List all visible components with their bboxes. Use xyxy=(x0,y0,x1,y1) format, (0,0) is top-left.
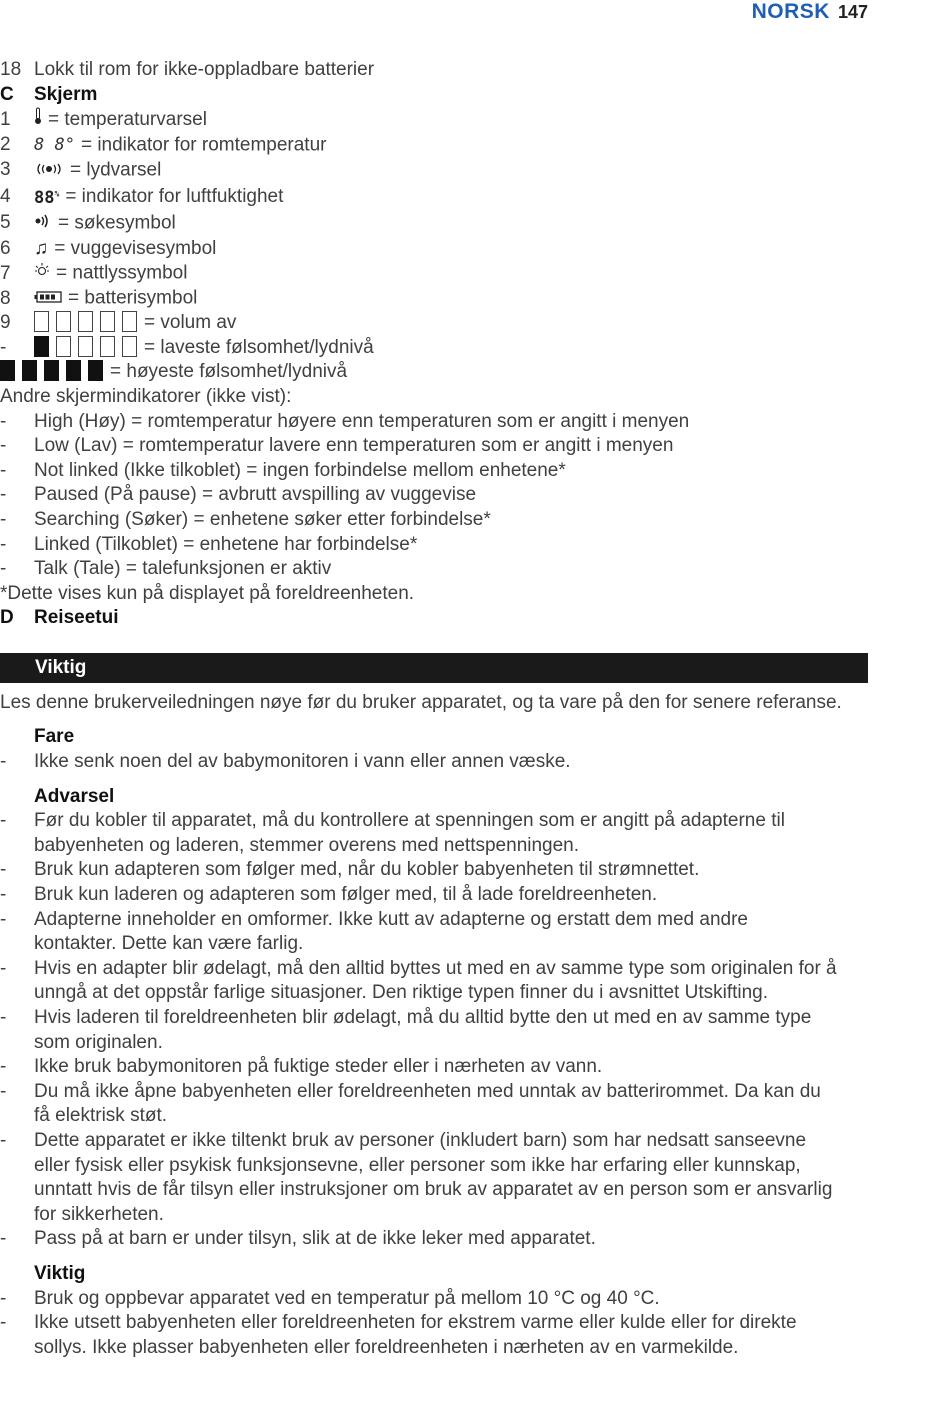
other-indicators-title: Andre skjermindikatorer (ikke vist): xyxy=(0,385,292,407)
volume-list xyxy=(0,311,880,385)
list-item xyxy=(0,883,880,908)
page-number: 147 xyxy=(837,2,868,22)
volume-bar xyxy=(66,360,81,381)
volume-level-icon xyxy=(34,312,144,333)
volume-bar xyxy=(122,311,137,332)
volume-bar xyxy=(88,360,103,381)
indicator-text: High (Høy) = romtemperatur høyere enn temperaturen som er angitt i menyen xyxy=(34,410,690,432)
item-text: = temperaturvarsel xyxy=(48,109,207,130)
text-line: Før du kobler til apparatet, må du kontrollere at spenningen som er angitt på adapterne til xyxy=(34,810,785,832)
list-item xyxy=(0,1311,880,1360)
dash-bullet: - xyxy=(0,908,7,930)
other-indicators-list xyxy=(0,410,880,582)
item-text: = batterisymbol xyxy=(68,287,198,309)
list-item xyxy=(0,1080,880,1129)
overview-line xyxy=(0,236,880,262)
volume-line xyxy=(0,360,880,385)
indicator-item xyxy=(0,533,880,558)
volume-line xyxy=(0,336,880,361)
indicator-item xyxy=(0,483,880,508)
dash-bullet: - xyxy=(0,558,7,580)
list-item-text xyxy=(34,809,880,858)
volume-bar xyxy=(100,311,115,332)
item-number: 2 xyxy=(0,134,11,156)
item-text: = laveste følsomhet/lydnivå xyxy=(144,336,374,358)
item-number: 18 xyxy=(0,59,22,80)
safety-section xyxy=(0,1262,880,1360)
indicator-item xyxy=(0,508,880,533)
list-item-text xyxy=(34,883,880,908)
dash-bullet: - xyxy=(0,1080,7,1102)
text-line: unngå at det oppstår farlige situasjoner. Den riktige typen finner du i avsnittet Utskifting. xyxy=(34,982,769,1004)
text-line: Hvis en adapter blir ødelagt, må den alltid byttes ut med en av samme type som originalen for å xyxy=(34,957,837,979)
section-d-letter: D xyxy=(0,607,14,629)
footnote: *Dette vises kun på displayet på foreldreenheten. xyxy=(0,582,415,604)
list-item-text xyxy=(34,957,880,1006)
section-language: NORSK xyxy=(751,0,830,23)
text-line: Hvis laderen til foreldreenheten blir ødelagt, må du alltid bytte den ut med en av samme type xyxy=(34,1007,812,1028)
list-item xyxy=(0,1287,880,1312)
indicator-text: Talk (Tale) = talefunksjonen er aktiv xyxy=(34,558,332,580)
item-number: 5 xyxy=(0,212,11,234)
overview-line xyxy=(0,286,880,311)
sound-alert-icon xyxy=(34,158,64,183)
volume-bar xyxy=(56,311,71,332)
indicator-item xyxy=(0,557,880,582)
section-d xyxy=(0,606,880,631)
dash-bullet: - xyxy=(0,859,7,881)
dash-bullet: - xyxy=(0,1056,7,1078)
volume-bar xyxy=(78,311,93,332)
volume-bar xyxy=(56,336,71,357)
dash-bullet: - xyxy=(0,957,7,979)
dash-bullet: - xyxy=(0,533,7,555)
list-item xyxy=(0,1227,880,1252)
text-line: som originalen. xyxy=(34,1031,163,1053)
indicator-text: Linked (Tilkoblet) = enhetene har forbindelse* xyxy=(34,533,418,555)
text-line: unntatt hvis de får tilsyn eller instruksjoner om bruk av apparatet av en person som er ansvarlig xyxy=(34,1179,833,1201)
item-text: Lokk til rom for ikke-oppladbare batterier xyxy=(34,59,375,80)
text-line: for sikkerheten. xyxy=(34,1203,164,1225)
dash-bullet: - xyxy=(0,410,7,432)
text-line: Adapterne inneholder en omformer. Ikke kutt av adapterne og erstatt dem med andre xyxy=(34,908,748,930)
overview-list xyxy=(0,58,880,311)
dash-bullet: - xyxy=(0,508,7,530)
list-item xyxy=(0,908,880,957)
text-line: Dette apparatet er ikke tiltenkt bruk av personer (inkludert barn) som har nedsatt sanseevne xyxy=(34,1129,807,1151)
text-line: Bruk kun laderen og adapteren som følger med, til å lade foreldreenheten. xyxy=(34,884,658,906)
text-line: Ikke bruk babymonitoren på fuktige steder eller i nærheten av vann. xyxy=(34,1056,603,1078)
volume-bar xyxy=(44,360,59,381)
dash-bullet: - xyxy=(0,1007,7,1028)
dash-bullet: - xyxy=(0,459,7,481)
volume-bar xyxy=(0,360,15,381)
list-item-text xyxy=(34,1080,880,1129)
list-item-text xyxy=(34,1227,880,1252)
nightlight-icon xyxy=(34,261,50,286)
text-line: Bruk kun adapteren som følger med, når du kobler babyenheten til strømnettet. xyxy=(34,859,700,881)
volume-line xyxy=(0,311,880,336)
dash-bullet: - xyxy=(0,1312,7,1334)
item-number: 3 xyxy=(0,159,11,180)
overview-line xyxy=(0,211,880,236)
list-item xyxy=(0,957,880,1006)
subsection-title: Viktig xyxy=(34,1262,86,1284)
section-d-title: Reiseetui xyxy=(34,607,119,629)
indicator-item xyxy=(0,434,880,459)
text-line: Du må ikke åpne babyenheten eller foreldreenheten med unntak av batterirommet. Da kan du xyxy=(34,1080,821,1102)
dash-bullet: - xyxy=(0,810,7,832)
list-item xyxy=(0,1006,880,1055)
text-line: Ikke utsett babyenheten eller foreldreenheten for ekstrem varme eller kulde eller for direkte xyxy=(34,1312,797,1334)
dash-bullet: - xyxy=(0,1129,7,1151)
safety-section xyxy=(0,785,880,1252)
indicator-text: Searching (Søker) = enhetene søker etter forbindelse* xyxy=(34,508,491,530)
indicator-text: Low (Lav) = romtemperatur lavere enn temperaturen som er angitt i menyen xyxy=(34,435,674,457)
humidity-digits-icon: 88% xyxy=(34,188,60,209)
list-item-text xyxy=(34,1129,880,1227)
item-text: = indikator for romtemperatur xyxy=(80,134,327,156)
list-item-text xyxy=(34,1287,880,1312)
overview-line xyxy=(0,133,880,158)
item-number: 8 xyxy=(0,287,11,309)
volume-level-icon xyxy=(34,337,144,358)
item-number: 7 xyxy=(0,262,11,284)
overview-line xyxy=(0,183,880,211)
text-line: få elektrisk støt. xyxy=(34,1105,168,1127)
page-content xyxy=(0,58,880,1360)
list-item xyxy=(0,750,880,775)
dash-bullet: - xyxy=(0,1287,7,1309)
item-number: 6 xyxy=(0,237,11,259)
temperature-digits-icon: 8 8° xyxy=(34,134,75,155)
page-header xyxy=(752,0,868,22)
dash-bullet: - xyxy=(0,435,7,457)
volume-bar xyxy=(22,360,37,381)
intro-text: Les denne brukerveiledningen nøye før du bruker apparatet, og ta vare på den for senere referanse. xyxy=(0,691,842,713)
item-number: C xyxy=(0,83,14,105)
item-number: 9 xyxy=(0,312,11,334)
safety-sections xyxy=(0,725,880,1360)
overview-line xyxy=(0,261,880,286)
text-line: babyenheten og laderen, stemmer overens med nettspenningen. xyxy=(34,834,580,856)
overview-line xyxy=(0,83,880,108)
list-item xyxy=(0,1129,880,1227)
item-text: Skjerm xyxy=(34,83,98,105)
text-line: sollys. Ikke plasser babyenheten eller foreldreenheten i nærheten av en varmekilde. xyxy=(34,1336,739,1358)
item-number: 4 xyxy=(0,185,11,207)
volume-bar xyxy=(34,336,49,357)
list-item-text xyxy=(34,908,880,957)
search-signal-icon xyxy=(34,211,52,236)
safety-section xyxy=(0,725,880,774)
text-line: Pass på at barn er under tilsyn, slik at de ikke leker med apparatet. xyxy=(34,1228,596,1250)
dash-bullet: - xyxy=(0,884,7,906)
overview-line xyxy=(0,158,880,183)
dash-bullet: - xyxy=(0,484,7,506)
item-text: = volum av xyxy=(144,312,237,334)
volume-bar xyxy=(78,336,93,357)
thermometer-icon xyxy=(34,107,42,133)
subsection-title: Fare xyxy=(34,726,75,748)
battery-icon xyxy=(34,286,62,311)
item-number: - xyxy=(0,336,7,358)
list-item xyxy=(0,1055,880,1080)
list-item xyxy=(0,858,880,883)
item-text: = høyeste følsomhet/lydnivå xyxy=(110,361,348,383)
dash-bullet: - xyxy=(0,751,7,773)
list-item-text xyxy=(34,1311,880,1360)
item-number: 1 xyxy=(0,109,11,130)
list-item-text xyxy=(34,750,880,775)
overview-line xyxy=(0,58,880,83)
indicator-item xyxy=(0,459,880,484)
item-text: = søkesymbol xyxy=(58,212,176,234)
text-line: Ikke senk noen del av babymonitoren i vann eller annen væske. xyxy=(34,751,571,773)
list-item-text xyxy=(34,1055,880,1080)
text-line: eller fysisk eller psykisk funksjonsevne, eller personer som ikke har erfaring eller kunnskap, xyxy=(34,1154,801,1176)
item-text: = indikator for luftfuktighet xyxy=(65,185,284,207)
indicator-item xyxy=(0,410,880,435)
text-line: Bruk og oppbevar apparatet ved en temperatur på mellom 10 °C og 40 °C. xyxy=(34,1287,660,1309)
volume-bar xyxy=(100,336,115,357)
overview-line xyxy=(0,107,880,133)
item-text: = nattlyssymbol xyxy=(56,262,188,284)
list-item-text xyxy=(34,1006,880,1055)
music-note-icon: ♫ xyxy=(34,236,49,259)
indicator-text: Paused (På pause) = avbrutt avspilling av vuggevise xyxy=(34,484,477,506)
list-item xyxy=(0,809,880,858)
list-item-text xyxy=(34,858,880,883)
important-heading-bar: Viktig xyxy=(0,653,868,683)
dash-bullet: - xyxy=(0,1228,7,1250)
volume-bar xyxy=(122,336,137,357)
volume-bar xyxy=(34,311,49,332)
item-text: = vuggevisesymbol xyxy=(54,237,217,259)
subsection-title: Advarsel xyxy=(34,785,115,807)
text-line: kontakter. Dette kan være farlig. xyxy=(34,933,304,955)
item-text: = lydvarsel xyxy=(70,159,162,180)
indicator-text: Not linked (Ikke tilkoblet) = ingen forbindelse mellom enhetene* xyxy=(34,459,566,481)
volume-level-icon xyxy=(0,361,110,382)
